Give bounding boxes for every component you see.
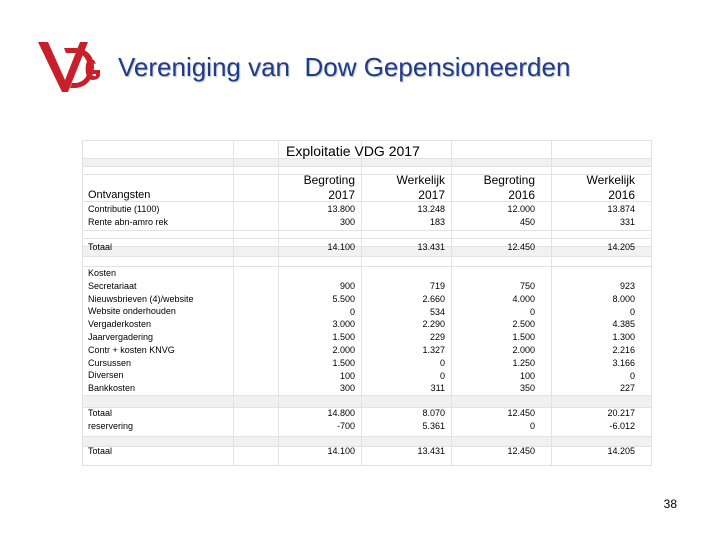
grand-total-label: Totaal xyxy=(88,446,113,456)
income-labels: Contributie (1100) Rente abn-amro rek xyxy=(88,204,169,227)
grid-line xyxy=(82,238,652,239)
grid-line xyxy=(82,436,652,437)
vdg-logo-mark xyxy=(36,38,106,96)
cost-values-werkelijk-2016: 923 8.000 0 4.385 1.300 2.216 3.166 0 227 xyxy=(612,281,635,394)
slide-title: Vereniging van Dow Gepensioneerden xyxy=(118,52,571,82)
cost-total-werkelijk-2017: 8.070 5.361 xyxy=(422,408,445,431)
section-label-income: Ontvangsten xyxy=(88,189,151,201)
grand-total-werkelijk-2016: 14.205 xyxy=(607,446,635,456)
income-total-label: Totaal xyxy=(88,242,113,252)
income-total-werkelijk-2017: 13.431 xyxy=(417,242,445,252)
cost-total-begroting-2017: 14.800 -700 xyxy=(327,408,355,431)
grand-total-werkelijk-2017: 13.431 xyxy=(417,446,445,456)
column-header: Werkelijk 2017 xyxy=(396,173,445,202)
vdg-logo xyxy=(36,38,106,96)
cost-total-begroting-2016: 12.450 0 xyxy=(507,408,535,431)
cost-total-werkelijk-2016: 20.217 -6.012 xyxy=(607,408,635,431)
table-title: Exploitatie VDG 2017 xyxy=(286,143,420,159)
cost-values-begroting-2016: 750 4.000 0 2.500 1.500 2.000 1.250 100 350 xyxy=(512,281,535,394)
income-values-werkelijk-2017: 13.248 183 xyxy=(417,204,445,227)
cost-total-labels: Totaal reservering xyxy=(88,408,134,431)
cost-values-werkelijk-2017: 719 2.660 534 2.290 229 1.327 0 0 311 xyxy=(422,281,445,394)
income-total-begroting-2016: 12.450 xyxy=(507,242,535,252)
exploitatie-table xyxy=(82,140,652,466)
row-band xyxy=(82,158,652,166)
grid-line xyxy=(651,140,652,466)
grid-line xyxy=(82,230,652,231)
income-total-begroting-2017: 14.100 xyxy=(327,242,355,252)
grid-line xyxy=(82,256,652,257)
income-total-werkelijk-2016: 14.205 xyxy=(607,242,635,252)
column-header: Werkelijk 2016 xyxy=(586,173,635,202)
grid-line xyxy=(233,140,234,466)
grid-line xyxy=(82,465,652,466)
grid-line xyxy=(82,166,652,167)
income-values-werkelijk-2016: 13.874 331 xyxy=(607,204,635,227)
grand-total-begroting-2016: 12.450 xyxy=(507,446,535,456)
grand-total-begroting-2017: 14.100 xyxy=(327,446,355,456)
income-values-begroting-2017: 13.800 300 xyxy=(327,204,355,227)
column-header: Begroting 2017 xyxy=(303,173,355,202)
column-header: Begroting 2016 xyxy=(483,173,535,202)
income-values-begroting-2016: 12.000 450 xyxy=(507,204,535,227)
page-number: 38 xyxy=(663,497,677,511)
row-band xyxy=(82,395,652,407)
grid-line xyxy=(82,140,83,466)
grid-line xyxy=(82,140,652,141)
cost-values-begroting-2017: 900 5.500 0 3.000 1.500 2.000 1.500 100 300 xyxy=(332,281,355,394)
cost-labels: Kosten Secretariaat Nieuwsbrieven (4)/website Website onderhouden Vergaderkosten Jaarvergadering Contr + kosten KNVG Cursussen Diversen Bankkosten xyxy=(88,268,194,394)
